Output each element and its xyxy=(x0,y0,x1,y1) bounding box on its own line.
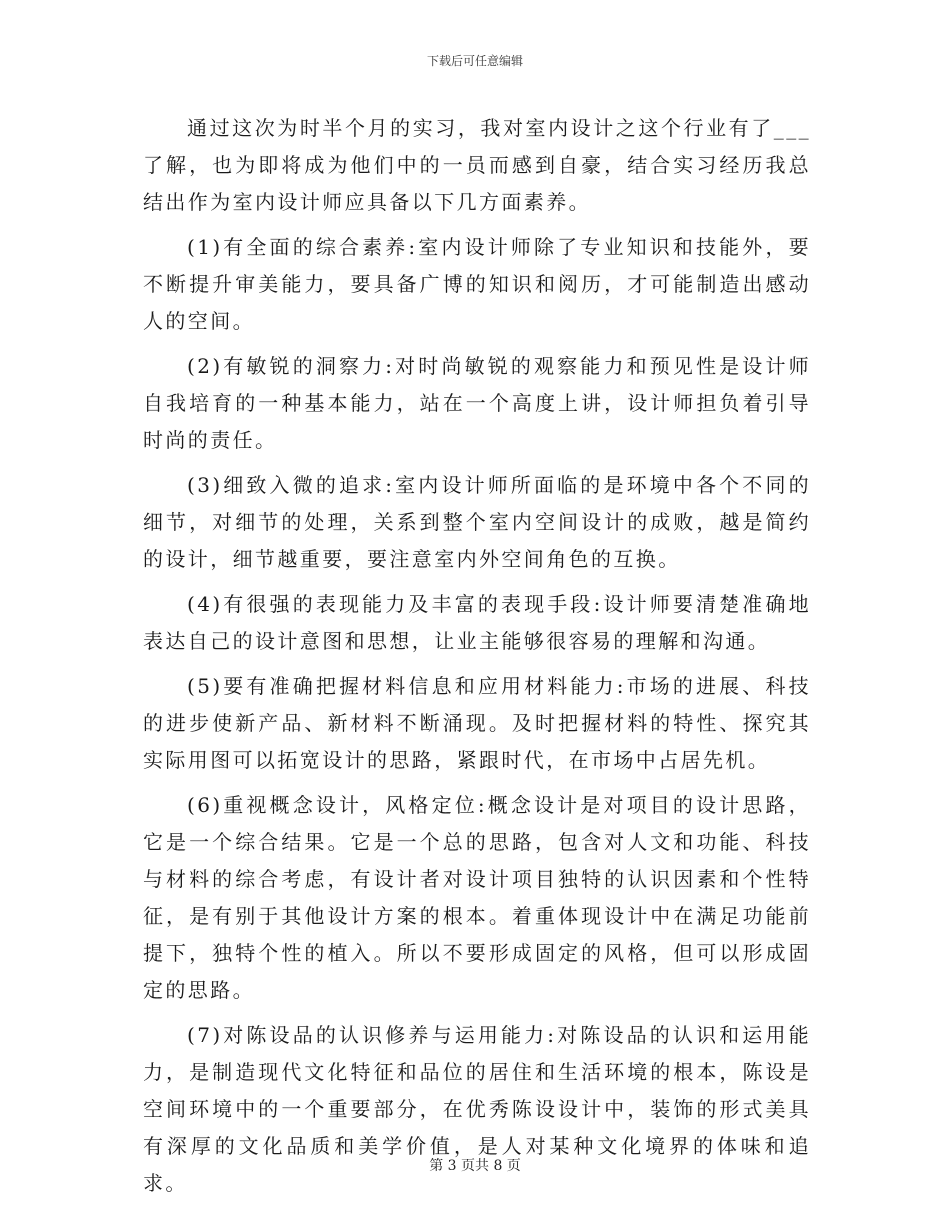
document-body xyxy=(143,110,811,1210)
paragraph-item-6: (6)重视概念设计，风格定位:概念设计是对项目的设计思路，它是一个综合结果。它是一个总的思路，包含对人文和功能、科技与材料的综合考虑，有设计者对设计项目独特的认识因素和个性特征，是有别于其他设计方案的根本。着重体现设计中在满足功能前提下，独特个性的植入。所以不要形成固定的风格，但可以形成固定的思路。 xyxy=(143,793,811,1002)
paragraph-item-7: (7)对陈设品的认识修养与运用能力:对陈设品的认识和运用能力，是制造现代文化特征和品位的居住和生活环境的根本，陈设是空间环境中的一个重要部分，在优秀陈设设计中，装饰的形式美具有深厚的文化品质和美学价值，是人对某种文化境界的体味和追求。 xyxy=(143,1023,811,1195)
paragraph-item-5: (5)要有准确把握材料信息和应用材料能力:市场的进展、科技的进步使新产品、新材料不断涌现。及时把握材料的特性、探究其实际用图可以拓宽设计的思路，紧跟时代，在市场中占居先机。 xyxy=(143,674,811,772)
paragraph-item-2: (2)有敏锐的洞察力:对时尚敏锐的观察能力和预见性是设计师自我培育的一种基本能力，站在一个高度上讲，设计师担负着引导时尚的责任。 xyxy=(143,354,811,452)
paragraph-intro: 通过这次为时半个月的实习，我对室内设计之这个行业有了___了解，也为即将成为他们中的一员而感到自豪，结合实习经历我总结出作为室内设计师应具备以下几方面素养。 xyxy=(143,116,811,214)
page-number-footer: 第 3 页共 8 页 xyxy=(429,1158,521,1174)
paragraph-item-4: (4)有很强的表现能力及丰富的表现手段:设计师要清楚准确地表达自己的设计意图和思想，让业主能够很容易的理解和沟通。 xyxy=(143,592,811,653)
page-header: 下载后可任意编辑 xyxy=(426,54,523,68)
paragraph-item-1: (1)有全面的综合素养:室内设计师除了专业知识和技能外，要不断提升审美能力，要具备广博的知识和阅历，才可能制造出感动人的空间。 xyxy=(143,235,811,333)
paragraph-item-3: (3)细致入微的追求:室内设计师所面临的是环境中各个不同的细节，对细节的处理，关系到整个室内空间设计的成败，越是简约的设计，细节越重要，要注意室内外空间角色的互换。 xyxy=(143,473,811,571)
